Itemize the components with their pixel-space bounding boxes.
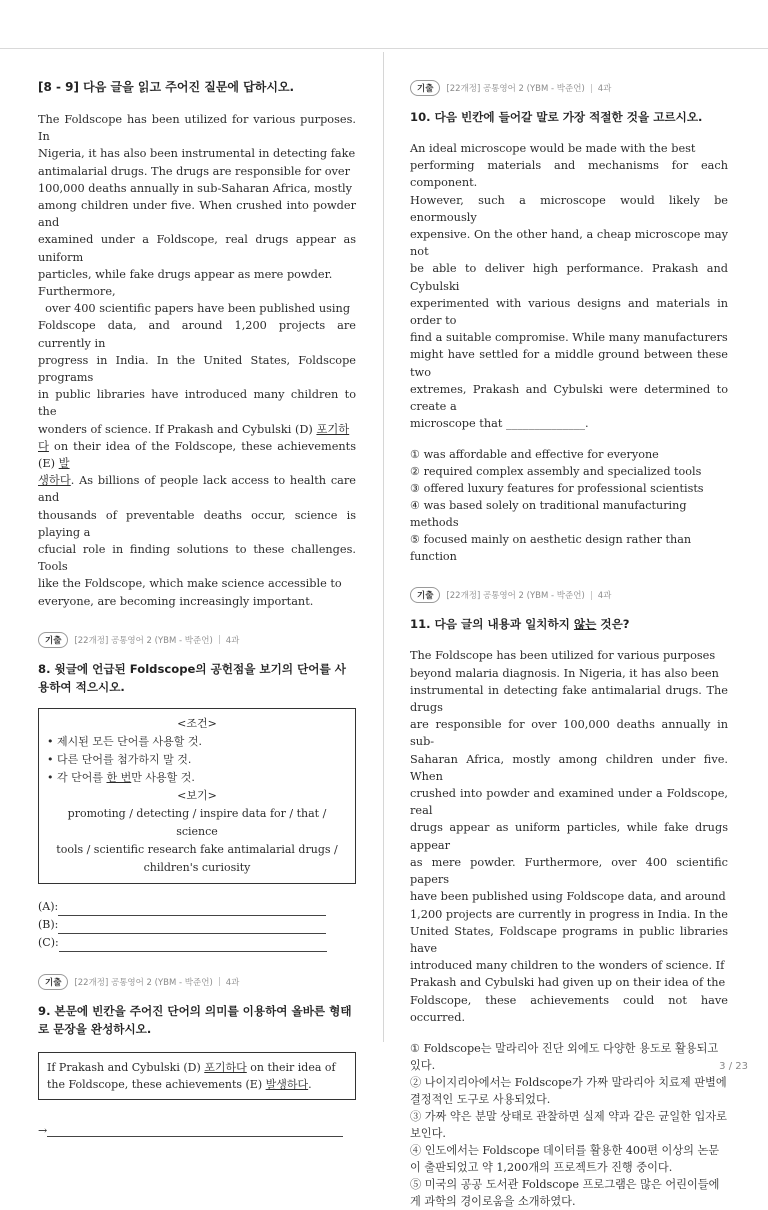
passage-line: instrumental in detecting fake antimalarial drugs. The drugs xyxy=(410,683,728,715)
q10-source-row xyxy=(410,80,728,96)
condition-item xyxy=(47,769,347,787)
passage-line: experimented with various designs and materials in order to xyxy=(410,296,728,328)
passage-line: Foldscope data, and around 1,200 projects are currently in xyxy=(38,319,356,350)
passage-line: Furthermore, xyxy=(38,285,116,299)
passage-line: Prakash and Cybulski had given up on their idea of the xyxy=(410,976,726,990)
separator xyxy=(219,635,220,644)
underlined-word-e-cont: 생하다 xyxy=(38,474,71,488)
passage-line: thousands of preventable deaths occur, science is playing a xyxy=(38,508,356,539)
q9-question: 9. 본문에 빈칸을 주어진 단어의 의미를 이용하여 올바른 형태로 문장을 완성하시오. xyxy=(38,1003,352,1036)
option-5[interactable]: ⑤ focused mainly on aesthetic design rather than function xyxy=(410,533,692,564)
passage-line: 1,200 projects are currently in progress in India. In the xyxy=(410,907,728,921)
passage-line: Foldscope, these achievements could not have occurred. xyxy=(410,993,728,1024)
passage-line: An ideal microscope would be made with the best xyxy=(410,142,696,155)
passage-line: expensive. On the other hand, a cheap microscope may not xyxy=(410,228,728,259)
passage-text: microscope that xyxy=(410,417,506,431)
passage-line: progress in India. In the United States, Foldscope programs xyxy=(38,353,356,385)
option-4[interactable]: ④ was based solely on traditional manufacturing methods xyxy=(410,499,687,530)
answer-row xyxy=(38,898,356,916)
q10-options xyxy=(410,446,728,565)
passage-line: might have settled for a middle ground between these two xyxy=(410,348,728,379)
exam-tag: 기출 xyxy=(38,974,68,990)
condition-item: • 제시된 모든 단어를 사용할 것. xyxy=(47,734,202,748)
lesson-text: 4과 xyxy=(597,84,612,94)
exam-tag: 기출 xyxy=(410,80,440,96)
answer-blank: ______________ xyxy=(505,417,586,431)
option-2[interactable]: ② 나이지리아에서는 Foldscope가 가짜 말라리아 치료제 판별에 결정적인 도구로 사용되었다. xyxy=(410,1075,727,1106)
source-text: [22개정] 공통영어 2 (YBM - 박준언) xyxy=(446,591,585,602)
passage-line: The Foldscope has been utilized for various purposes xyxy=(410,649,716,663)
q9-sentence-box xyxy=(38,1052,356,1100)
passage-line: over 400 scientific papers have been published using xyxy=(38,302,351,316)
option-4[interactable]: ④ 인도에서는 Foldscope 데이터를 활용한 400편 이상의 논문이 출판되었고 약 1,200개의 프로젝트가 진행 중이다. xyxy=(410,1143,720,1174)
passage-line: The Foldscope has been utilized for various purposes. In xyxy=(38,113,356,144)
passage-line: everyone, are becoming increasingly important. xyxy=(38,594,314,608)
word-bank-line: tools / scientific research fake antimalarial drugs / xyxy=(56,842,338,856)
passage-line: examined under a Foldscope, real drugs appear as uniform xyxy=(38,233,356,264)
underlined-word-d: 포기하다 xyxy=(204,1060,247,1074)
passage-line: Nigeria, it has also been instrumental in detecting fake xyxy=(38,147,356,161)
word-bank-title: <보기> xyxy=(177,788,217,802)
q11-options xyxy=(410,1040,728,1210)
word-bank-line: promoting / detecting / inspire data for / that / science xyxy=(67,806,327,838)
passage xyxy=(38,111,356,610)
answer-label: (C): xyxy=(38,935,59,949)
q8-source-row xyxy=(38,632,356,648)
passage-line: introduced many children to the wonders of science. If xyxy=(410,959,725,973)
lesson-text: 4과 xyxy=(225,977,240,988)
passage-line: are responsible for over 100,000 deaths annually in sub- xyxy=(410,718,728,749)
answer-input[interactable] xyxy=(47,1124,343,1137)
passage-line: find a suitable compromise. While many manufacturers xyxy=(410,331,728,345)
answer-label: (B): xyxy=(38,917,59,931)
option-3[interactable]: ③ offered luxury features for professional scientists xyxy=(410,482,704,496)
answer-row xyxy=(38,934,356,952)
separator xyxy=(219,977,220,986)
question-underline: 않는 xyxy=(573,617,597,632)
underlined-word-e: 발 xyxy=(58,457,70,471)
passage-line: United States, Foldscape programs in public libraries have xyxy=(410,924,728,955)
word-bank-line: children's curiosity xyxy=(143,860,251,874)
q8-question: 8. 윗글에 언급된 Foldscope의 공헌점을 보기의 단어를 사용하여 적으시오. xyxy=(38,661,346,694)
answer-label: (A): xyxy=(38,899,59,913)
passage-line: in public libraries have introduced many children to the xyxy=(38,388,356,419)
condition-item: • 다른 단어를 첨가하지 말 것. xyxy=(47,752,192,766)
answer-input-a[interactable] xyxy=(58,903,326,916)
passage-line: However, such a microscope would likely be enormously xyxy=(410,193,728,224)
passage-line: Saharan Africa, mostly among children under five. When xyxy=(410,752,728,783)
passage-line: among children under five. When crushed into powder and xyxy=(38,199,356,230)
option-5[interactable]: ⑤ 미국의 공공 도서관 Foldscope 프로그램은 많은 어린이들에게 과학의 경이로움을 소개하였다. xyxy=(410,1177,720,1208)
passage-line: 100,000 deaths annually in sub-Saharan Africa, mostly xyxy=(38,181,352,195)
passage-line: crushed into powder and examined under a Foldscope, real xyxy=(410,787,728,818)
condition-text: • 각 단어를 xyxy=(47,770,107,784)
passage-line: beyond malaria diagnosis. In Nigeria, it has also been xyxy=(410,666,719,680)
column-divider xyxy=(383,52,384,1042)
underlined-word-e: 발생하다 xyxy=(265,1077,309,1091)
q8-condition-box xyxy=(38,708,356,884)
q11-source-row xyxy=(410,587,728,603)
page-number: 3 / 23 xyxy=(719,1061,748,1072)
q10-question: 10. 다음 빈칸에 들어갈 말로 가장 적절한 것을 고르시오. xyxy=(410,110,703,124)
lesson-text: 4과 xyxy=(597,591,612,602)
option-3[interactable]: ③ 가짜 약은 분말 상태로 관찰하면 실제 약과 같은 균일한 입자로 보인다. xyxy=(410,1109,727,1140)
left-column xyxy=(38,78,356,1137)
exam-tag: 기출 xyxy=(38,632,68,648)
source-text: [22개정] 공통영어 2 (YBM - 박준언) xyxy=(74,977,213,988)
separator xyxy=(591,84,592,93)
arrow-icon: → xyxy=(38,1123,48,1137)
q11-question xyxy=(410,615,728,633)
underlined-word-d: 포기하 xyxy=(316,422,350,436)
passage-line: performing materials and mechanisms for each component. xyxy=(410,159,728,190)
passage-text: . xyxy=(585,417,589,431)
question-text: 11. 다음 글의 내용과 일치하지 xyxy=(410,617,574,632)
condition-underline: 한 번 xyxy=(106,770,132,784)
passage-line: like the Foldscope, which make science accessible to xyxy=(38,577,342,591)
sentence-text: . xyxy=(308,1077,312,1091)
answer-row xyxy=(38,916,356,934)
passage-line: as mere powder. Furthermore, over 400 scientific papers xyxy=(410,855,728,887)
section-heading: [8 - 9] 다음 글을 읽고 주어진 질문에 답하시오. xyxy=(38,80,295,94)
passage-line: cfucial role in finding solutions to these challenges. Tools xyxy=(38,543,356,574)
lesson-text: 4과 xyxy=(225,635,240,646)
answer-input-c[interactable] xyxy=(59,939,327,952)
right-column xyxy=(410,80,728,1210)
passage-text: wonders of science. If Prakash and Cybulski (D) xyxy=(38,422,317,436)
option-2[interactable]: ② required complex assembly and specialized tools xyxy=(410,465,702,479)
passage-line: have been published using Foldscope data, and around xyxy=(410,890,726,904)
condition-text: 만 사용할 것. xyxy=(131,770,195,784)
question-text: 것은? xyxy=(596,617,630,632)
passage-line: antimalarial drugs. The drugs are responsible for over xyxy=(38,164,351,178)
header-rule xyxy=(0,48,768,49)
passage-line: particles, while fake drugs appear as mere powder. xyxy=(38,267,333,281)
passage-text: on their idea of the Foldscope, these achievements (E) xyxy=(38,439,356,471)
source-text: [22개정] 공통영어 2 (YBM - 박준언) xyxy=(74,635,213,646)
passage-line: be able to deliver high performance. Prakash and Cybulski xyxy=(410,262,728,293)
source-text: [22개정] 공통영어 2 (YBM - 박준언) xyxy=(446,84,585,94)
passage-text: . As billions of people lack access to health care and xyxy=(38,474,356,505)
separator xyxy=(591,591,592,600)
exam-tag: 기출 xyxy=(410,587,440,603)
q11-passage xyxy=(410,647,728,1025)
option-1[interactable]: ① was affordable and effective for everyone xyxy=(410,448,659,462)
q9-source-row xyxy=(38,974,356,990)
sentence-text: on their idea of the Foldscope, these achievements (E) xyxy=(47,1060,336,1091)
underlined-word-d-cont: 다 xyxy=(38,439,49,453)
passage-line: extremes, Prakash and Cybulski were determined to create a xyxy=(410,382,728,414)
answer-input-b[interactable] xyxy=(58,921,326,934)
option-1[interactable]: ① Foldscope는 말라리아 진단 외에도 다양한 용도로 활용되고 있다. xyxy=(410,1041,719,1072)
q9-answer-row xyxy=(38,1124,356,1137)
q8-answer-lines xyxy=(38,898,356,952)
condition-title: <조건> xyxy=(177,716,217,730)
passage-line: drugs appear as uniform particles, while fake drugs appear xyxy=(410,821,728,852)
sentence-text: If Prakash and Cybulski (D) xyxy=(47,1060,205,1074)
q10-passage xyxy=(410,140,728,432)
